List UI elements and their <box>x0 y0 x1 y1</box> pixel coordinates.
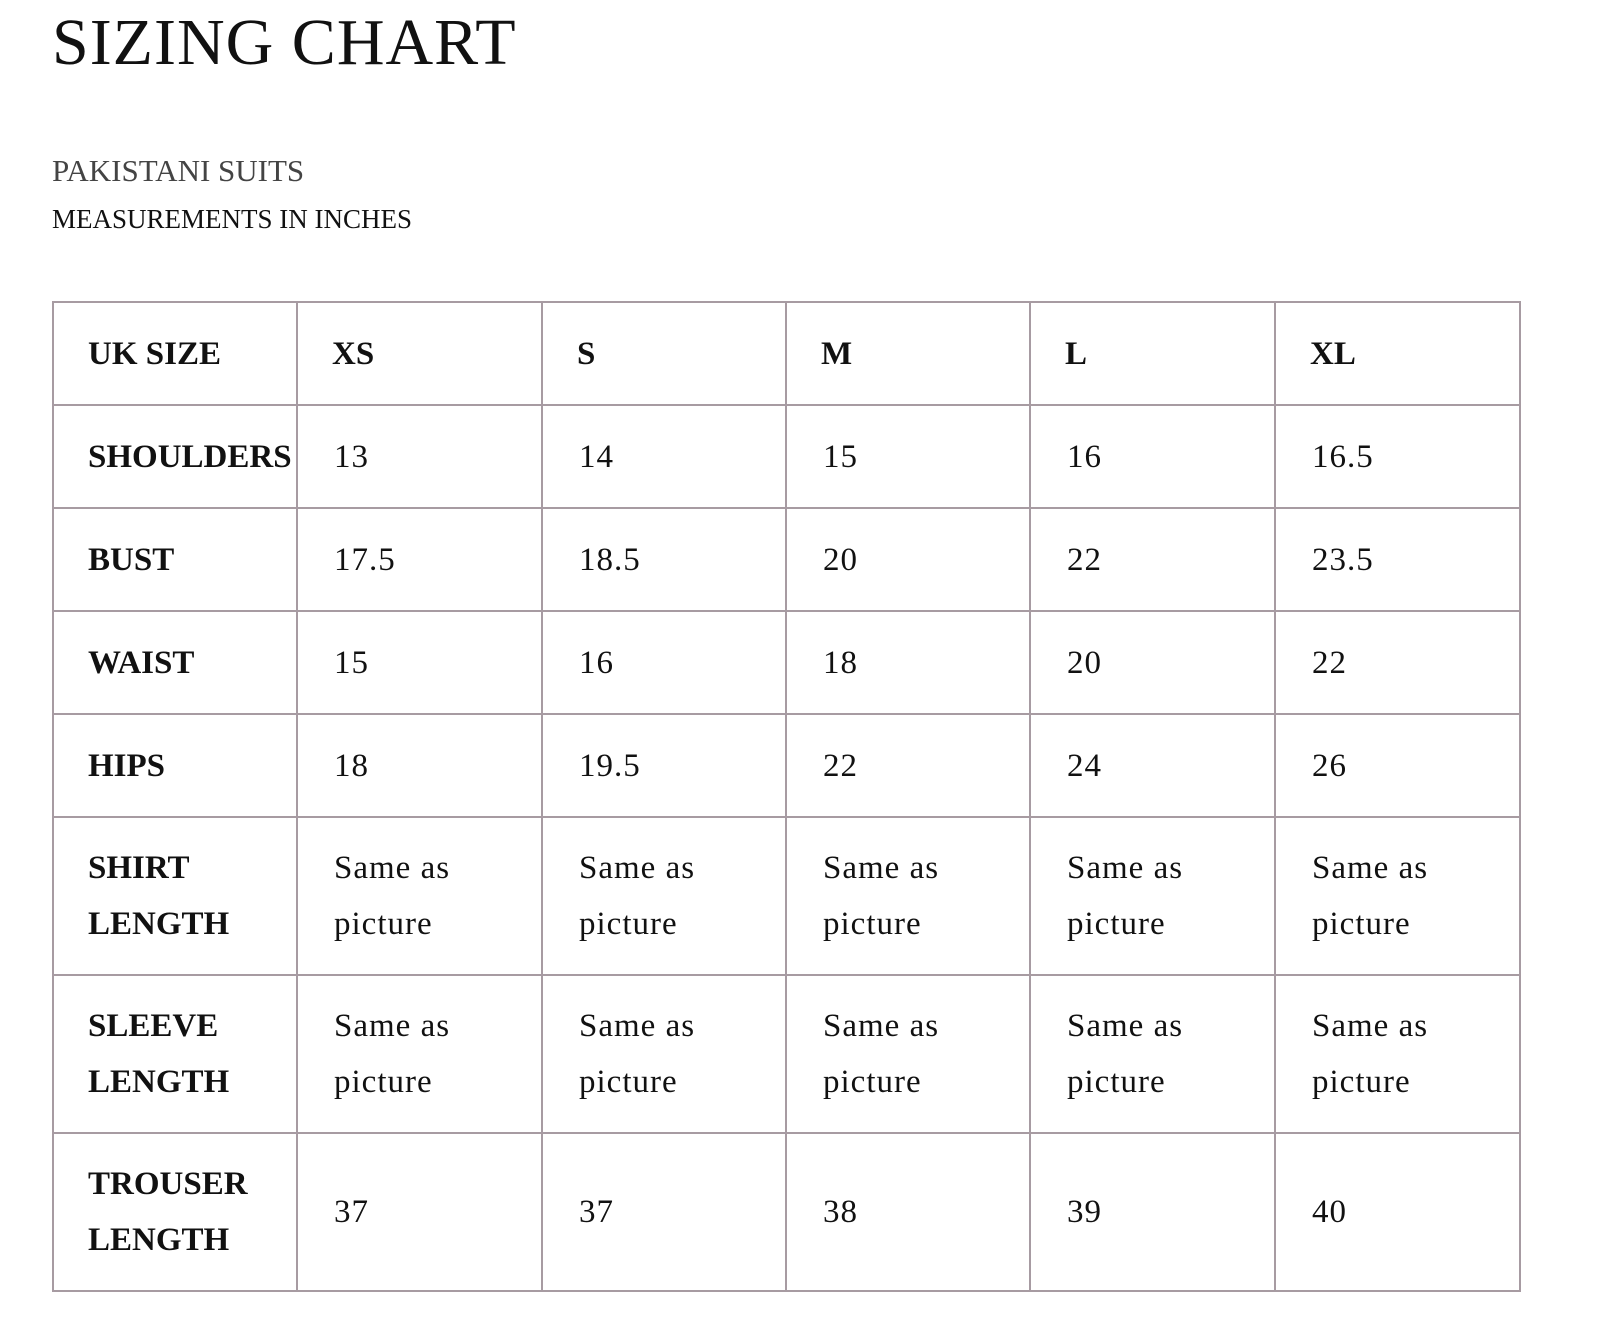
cell-line: Same as <box>579 1008 696 1044</box>
table-row-hips <box>53 714 1520 817</box>
table-cell <box>1275 817 1520 975</box>
header-uk-size: UK SIZE <box>53 302 297 405</box>
row-label-line: LENGTH <box>88 1222 230 1258</box>
table-row-sleeve-length <box>53 975 1520 1133</box>
table-cell: 18.5 <box>542 508 786 611</box>
table-cell: 24 <box>1030 714 1275 817</box>
cell-line: Same as <box>579 850 696 886</box>
cell-line: picture <box>334 1064 433 1100</box>
table-cell <box>297 975 542 1133</box>
cell-line: Same as <box>334 850 451 886</box>
units-note: MEASUREMENTS IN INCHES <box>52 204 413 234</box>
header-size-s: S <box>542 302 786 405</box>
header-size-xl: XL <box>1275 302 1520 405</box>
row-label-line: LENGTH <box>88 906 230 942</box>
product-category: PAKISTANI SUITS <box>52 153 305 188</box>
header-size-xs: XS <box>297 302 542 405</box>
table-cell: 40 <box>1275 1133 1520 1291</box>
table-cell: 15 <box>297 611 542 714</box>
row-label <box>53 817 297 975</box>
page-title: SIZING CHART <box>52 6 517 79</box>
cell-line: Same as <box>1312 850 1429 886</box>
sizing-table <box>52 301 1521 1292</box>
cell-line: picture <box>579 1064 678 1100</box>
table-cell: 37 <box>542 1133 786 1291</box>
row-label-line: LENGTH <box>88 1064 230 1100</box>
table-cell: 23.5 <box>1275 508 1520 611</box>
table-cell: 18 <box>297 714 542 817</box>
cell-line: picture <box>1312 1064 1411 1100</box>
table-row-waist <box>53 611 1520 714</box>
table-row-bust <box>53 508 1520 611</box>
cell-line: picture <box>1067 906 1166 942</box>
cell-line: picture <box>334 906 433 942</box>
table-cell <box>786 975 1030 1133</box>
row-label-line: SLEEVE <box>88 1008 219 1044</box>
cell-line: picture <box>823 906 922 942</box>
table-cell: 14 <box>542 405 786 508</box>
table-cell: 22 <box>1275 611 1520 714</box>
table-cell <box>542 975 786 1133</box>
cell-line: Same as <box>1067 850 1184 886</box>
table-cell: 20 <box>1030 611 1275 714</box>
table-cell: 18 <box>786 611 1030 714</box>
table-cell: 20 <box>786 508 1030 611</box>
table-cell: 22 <box>1030 508 1275 611</box>
header-row <box>53 302 1520 405</box>
table-cell: 16 <box>1030 405 1275 508</box>
table-cell <box>542 817 786 975</box>
table-cell: 38 <box>786 1133 1030 1291</box>
row-label: SHOULDERS <box>53 405 297 508</box>
cell-line: picture <box>823 1064 922 1100</box>
row-label <box>53 975 297 1133</box>
cell-line: picture <box>579 906 678 942</box>
table-row-shirt-length <box>53 817 1520 975</box>
header-size-l: L <box>1030 302 1275 405</box>
header-size-m: M <box>786 302 1030 405</box>
table-cell: 17.5 <box>297 508 542 611</box>
row-label-line: SHIRT <box>88 850 190 886</box>
cell-line: picture <box>1067 1064 1166 1100</box>
table-cell: 13 <box>297 405 542 508</box>
row-label-line: TROUSER <box>88 1166 248 1202</box>
table-cell <box>786 817 1030 975</box>
cell-line: Same as <box>823 850 940 886</box>
table-row-trouser-length <box>53 1133 1520 1291</box>
row-label <box>53 1133 297 1291</box>
cell-line: Same as <box>1312 1008 1429 1044</box>
table-cell <box>1030 817 1275 975</box>
table-cell <box>1275 975 1520 1133</box>
table-cell <box>297 817 542 975</box>
table-row-shoulders <box>53 405 1520 508</box>
cell-line: Same as <box>823 1008 940 1044</box>
table-cell: 22 <box>786 714 1030 817</box>
row-label: BUST <box>53 508 297 611</box>
row-label: WAIST <box>53 611 297 714</box>
table-cell: 39 <box>1030 1133 1275 1291</box>
table-cell: 16.5 <box>1275 405 1520 508</box>
cell-line: picture <box>1312 906 1411 942</box>
row-label: HIPS <box>53 714 297 817</box>
table-cell: 16 <box>542 611 786 714</box>
table-cell <box>1030 975 1275 1133</box>
table-cell: 19.5 <box>542 714 786 817</box>
table-cell: 26 <box>1275 714 1520 817</box>
table-cell: 15 <box>786 405 1030 508</box>
cell-line: Same as <box>1067 1008 1184 1044</box>
cell-line: Same as <box>334 1008 451 1044</box>
table-cell: 37 <box>297 1133 542 1291</box>
